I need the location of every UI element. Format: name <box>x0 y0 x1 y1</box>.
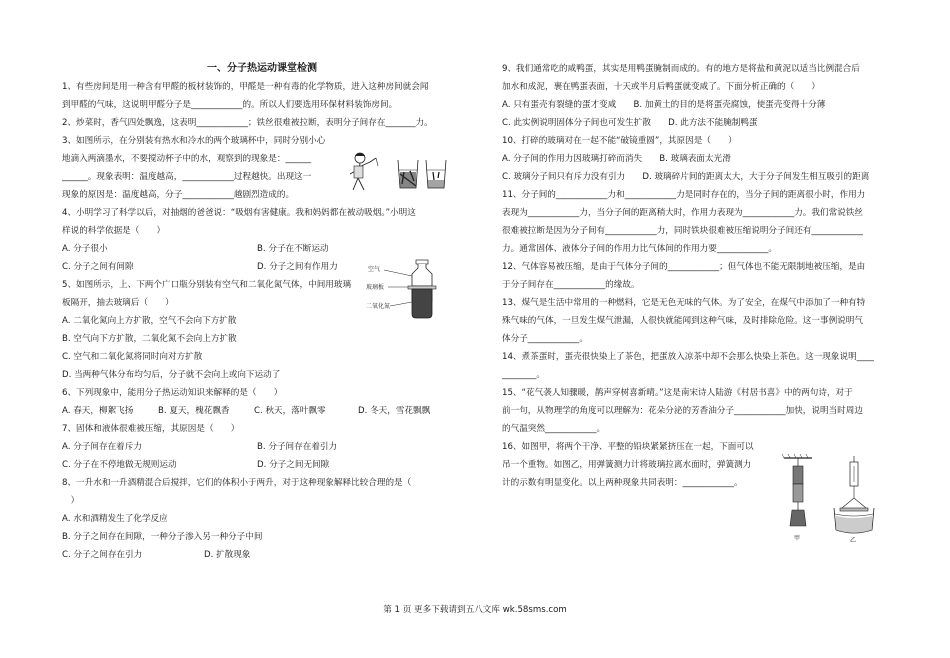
question-line: 9、我们通常吃的咸鸭蛋，其实是用鸭蛋腌制而成的。有的地方是将盐和黄泥以适当比例混合后 <box>502 64 860 74</box>
lead-blocks-spring-scale-figure <box>770 452 890 544</box>
option: D. 冬天，雪花飘飘 <box>358 406 431 416</box>
option: D. 分子之间有作用力 <box>257 262 338 272</box>
option: B. 分子间存在着引力 <box>257 442 338 452</box>
question-line: 14、煮茶蛋时，蛋壳很快染上了茶色，把蛋放入凉茶中却不会那么快染上茶色。这一现象说明____ <box>502 352 874 362</box>
question-line: A. 水和酒精发生了化学反应 <box>62 514 168 524</box>
question-line: 于分子间存在____________的缘故。 <box>502 280 640 290</box>
question-line: 板隔开，抽去玻璃后（ ） <box>62 298 174 308</box>
section-title: 一、分子热运动课堂检测 <box>207 63 317 74</box>
question-line: A. 二氧化氮向上方扩散，空气不会向下方扩散 <box>62 316 237 326</box>
no2-label: 二氧化氮 <box>366 303 391 310</box>
question-line: B. 分子之间存在间隙，一种分子渗入另一种分子中间 <box>62 532 263 542</box>
question-line: 1、有些房间是用一种含有甲醛的板材装饰的，甲醛是一种有毒的化学物质，进入这种房间就会闻 <box>62 82 429 92</box>
question-line: ______。现象表明：温度越高，____________过程越快。出现这一 <box>62 172 312 182</box>
option: D. 扩散现象 <box>204 550 251 560</box>
question-line: 加水和成泥，裹在鸭蛋表面，十天或半月后鸭蛋就变咸了。下面分析正确的（ ） <box>502 82 820 92</box>
question-line: 2、炒菜时，香气四处飘逸，这表明____________；铁丝很难被拉断，表明分子间存在_______力。 <box>62 118 433 128</box>
question-line: 吊一个重物。如图乙，用弹簧测力计将玻璃拉离水面时，弹簧测力 <box>502 460 752 470</box>
question-line: 的气温突然____________。 <box>502 424 606 434</box>
question-line: 现象的原因是：温度越高，分子____________越剧烈造成的。 <box>62 190 295 200</box>
fig-yi-label: 乙 <box>850 537 857 544</box>
question-line: C. 此实例说明固体分子间也可发生扩散 D. 此方法不能腌制鸭蛋 <box>502 118 758 128</box>
right-column <box>502 60 897 492</box>
page-footer: 第 1 页 更多下载请到五八文库 wk.58sms.com <box>383 605 567 615</box>
question-line: C. 玻璃分子间只有斥力没有引力 D. 玻璃碎片间的距离太大，大于分子间发生相互吸引的距离 <box>502 172 870 182</box>
option-row <box>62 546 462 564</box>
question-line: 8、一升水和一升酒精混合后搅拌，它们的体积小于两升，对于这种现象解释比较合理的是（ <box>62 478 412 488</box>
air-label: 空气 <box>368 266 381 273</box>
option: C. 秋天，落叶飘零 <box>254 406 326 416</box>
option: B. 夏天，槐花飘香 <box>158 406 230 416</box>
question-line: 体分子____________。 <box>502 334 588 344</box>
ink-diffusion-figure <box>340 148 450 192</box>
question-line: D. 当两种气体分布均匀后，分子就不会向上或向下运动了 <box>62 370 281 380</box>
question-line: 样说的科学依据是（ ） <box>62 226 166 236</box>
question-line: 5、如图所示，上、下两个广口瓶分别装有空气和二氧化氮气体，中间用玻璃 <box>62 280 352 290</box>
question-line: A. 只有蛋壳有裂缝的蛋才变咸 B. 加黄土的目的是将蛋壳腐蚀，使蛋壳变得十分薄 <box>502 100 826 110</box>
question-line: ） <box>62 496 80 506</box>
gas-jars-figure <box>366 256 446 322</box>
option-row <box>62 402 462 420</box>
option: A. 分子很小 <box>62 244 108 254</box>
option-row <box>62 456 462 474</box>
question-line: 计的示数有明显变化。以上两种现象共同表明：____________。 <box>502 478 743 488</box>
option: A. 春天，柳絮飞扬 <box>62 406 134 416</box>
question-line: 11、分子间的____________力和____________力是同时存在的，当分子间的距离很小时，作用力 <box>502 190 866 200</box>
question-line: B. 空气向下方扩散，二氧化氮不会向上方扩散 <box>62 334 237 344</box>
option: A. 分子间存在着斥力 <box>62 442 142 452</box>
question-line: 10、打碎的玻璃对在一起不能“破镜重圆”，其原因是（ ） <box>502 136 737 146</box>
question-line: 15、“花气袭人知骤暖，鹊声穿树喜新晴。”这是南宋诗人陆游《村居书喜》中的两句诗，对于 <box>502 388 853 398</box>
question-line: C. 空气和二氧化氮将同时向对方扩散 <box>62 352 203 362</box>
option: C. 分子在不停地做无规则运动 <box>62 460 177 470</box>
question-line: 很难被拉断是因为分子间有____________力，同时铁块很难被压缩说明分子间还有____________ <box>502 226 863 236</box>
question-line: 地滴入两滴墨水，不要搅动杯子中的水，观察到的现象是：______ <box>62 154 312 164</box>
question-line: 16、如图甲，将两个干净、平整的铅块紧紧挤压在一起，下面可以 <box>502 442 754 452</box>
question-line: 7、固体和液体很难被压缩，其原因是（ ） <box>62 424 240 434</box>
question-line: ________。 <box>502 370 545 380</box>
question-line: 力。通常固体、液体分子间的作用力比气体间的作用力要____________。 <box>502 244 778 254</box>
question-line: 3、如图所示，在分别装有热水和冷水的两个玻璃杯中，同时分别小心 <box>62 136 326 146</box>
option: C. 分子之间有间隙 <box>62 262 134 272</box>
question-line: 6、下列现象中，能用分子热运动知识来解释的是（ ） <box>62 388 283 398</box>
question-line: 到甲醛的气味，这说明甲醛分子是____________的。所以人们要选用环保材料装饰房间。 <box>62 100 398 110</box>
question-line: 前一句，从物理学的角度可以理解为：花朵分泌的芳香油分子____________加快，说明当时周边 <box>502 406 863 416</box>
question-line: 4、小明学习了科学以后，对抽烟的爸爸说：“吸烟有害健康。我和妈妈都在被动吸烟。”小明这 <box>62 208 416 218</box>
option: B. 分子在不断运动 <box>257 244 329 254</box>
fig-jia-label: 甲 <box>794 535 801 542</box>
question-line: 表现为____________力，当分子间的距离稍大时，作用力表现为____________力。我们常说铁丝 <box>502 208 863 218</box>
question-line: 12、气体容易被压缩，是由于气体分子间的____________；但气体也不能无限制地被压缩，是由 <box>502 262 866 272</box>
option-row <box>62 438 462 456</box>
question-line: 殊气味的气体，一旦发生煤气泄漏，人很快就能闻到这种气味，及时排除危险。这一事例说明气 <box>502 316 863 326</box>
question-line: A. 分子间的作用力因玻璃打碎而消失 B. 玻璃表面太光滑 <box>502 154 731 164</box>
question-line: 13、煤气是生活中常用的一种燃料，它是无色无味的气体。为了安全，在煤气中添加了一种有特 <box>502 298 866 308</box>
glass-plate-label: 玻璃板 <box>366 284 385 291</box>
option: D. 分子之间无间隙 <box>257 460 330 470</box>
option: C. 分子之间存在引力 <box>62 550 143 560</box>
